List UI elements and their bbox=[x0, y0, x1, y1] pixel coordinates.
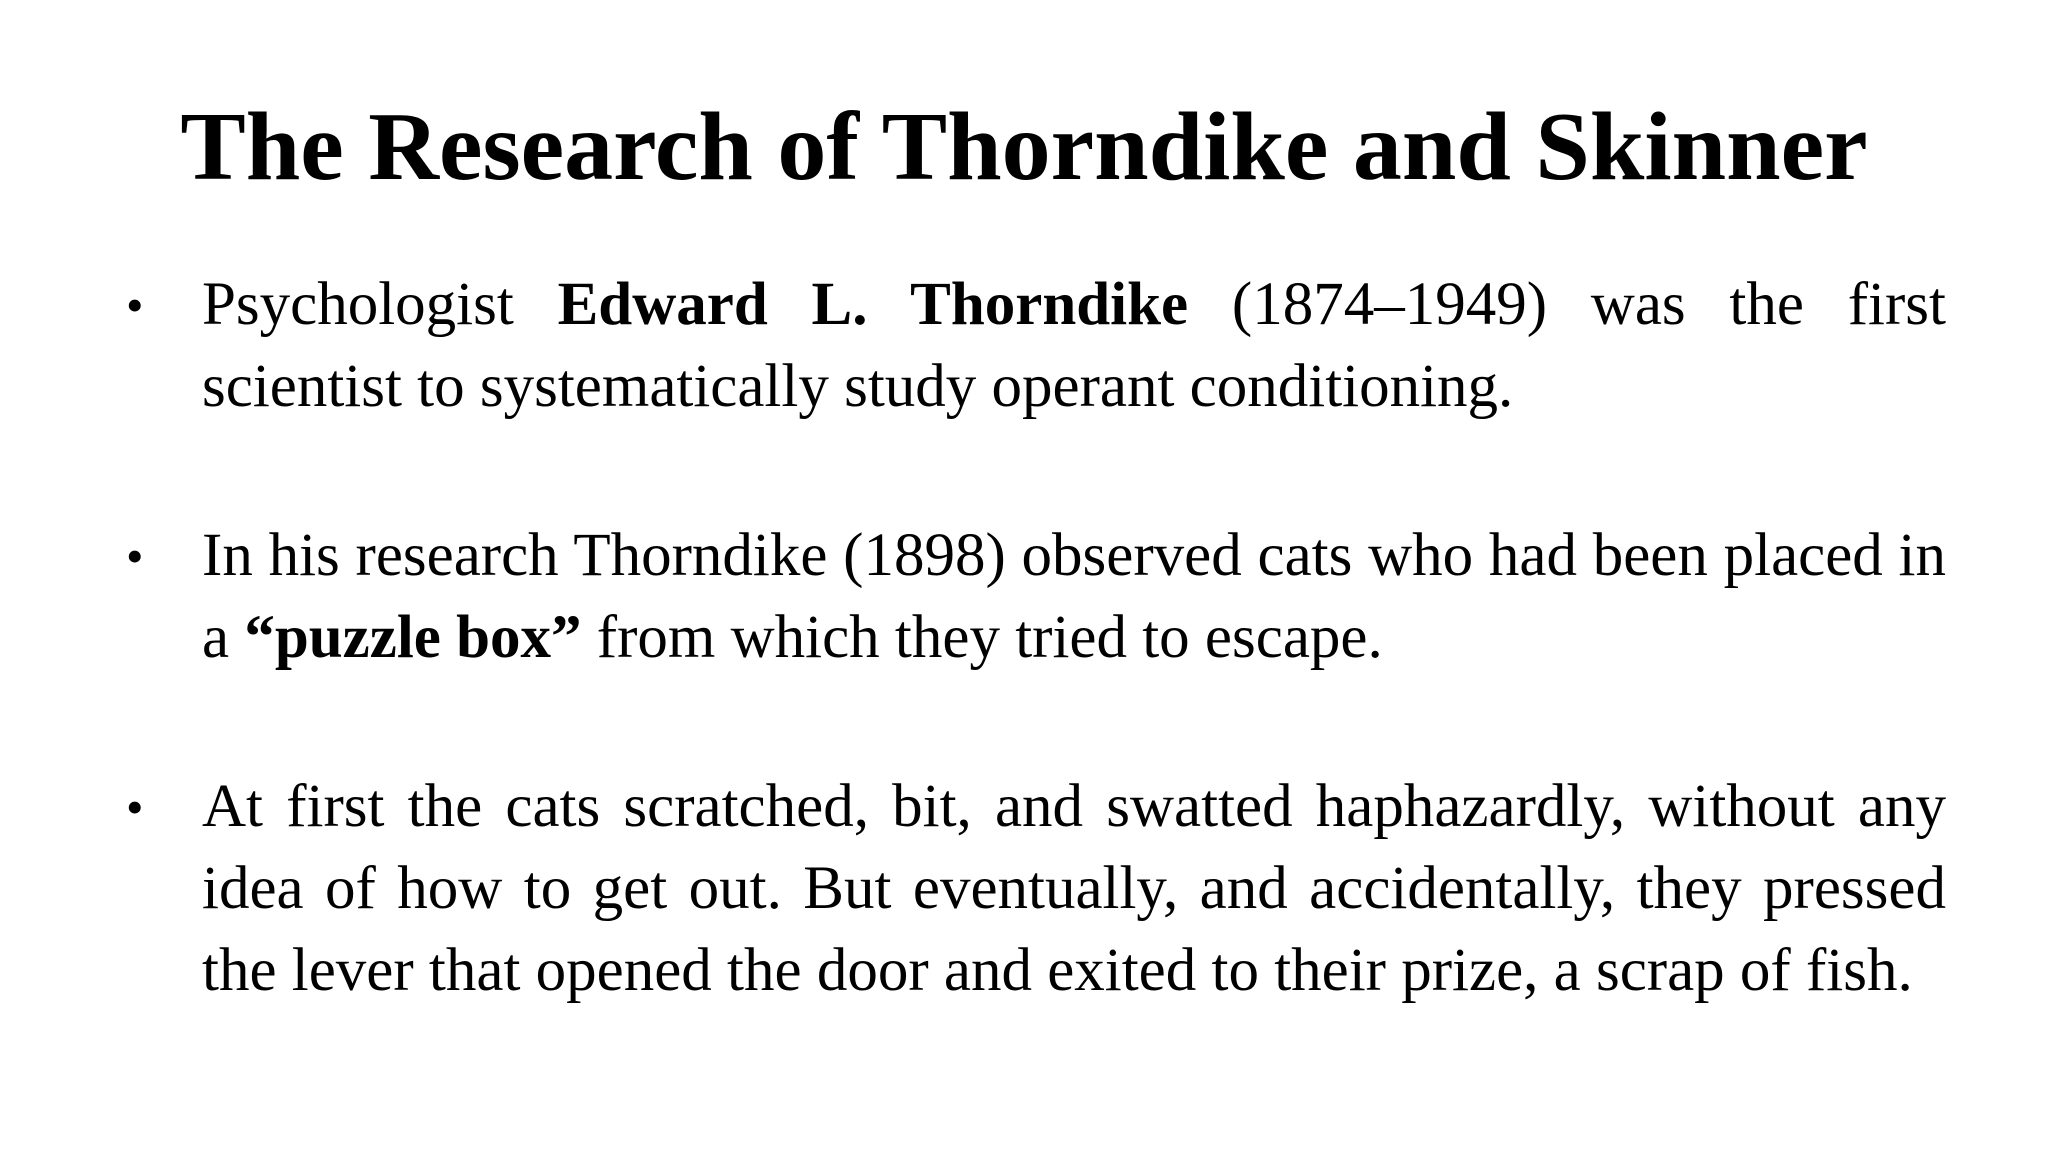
bullet-list bbox=[126, 264, 1946, 1099]
bullet-text-bold: Edward L. Thorndike bbox=[557, 271, 1189, 338]
bullet-item-thorndike bbox=[126, 264, 1946, 428]
bullet-point-icon: • bbox=[126, 277, 144, 333]
slide-title: The Research of Thorndike and Skinner bbox=[180, 93, 1868, 201]
bullet-text-pre: Psychologist bbox=[202, 271, 558, 338]
bullet-item-puzzle-box bbox=[126, 515, 1946, 679]
bullet-text-post: from which they tried to escape. bbox=[581, 604, 1383, 671]
bullet-text: At first the cats scratched, bit, and swatted haphazardly, without any idea of how to get out. But eventually, and accidentally, they pressed the lever that opened the door and exited to their prize, a scrap of fish. bbox=[202, 773, 1946, 1004]
bullet-point-icon: • bbox=[126, 528, 144, 584]
bullet-text-post: (1874–1949) was the first scientist to systematically study operant conditioning. bbox=[202, 271, 1946, 420]
bullet-item-cats-escape bbox=[126, 766, 1946, 1012]
bullet-text-bold: “puzzle box” bbox=[244, 604, 582, 671]
bullet-point-icon: • bbox=[126, 779, 144, 835]
bullet-text-pre: In his research Thorndike (1898) observed cats who had been placed in a bbox=[202, 522, 1946, 671]
